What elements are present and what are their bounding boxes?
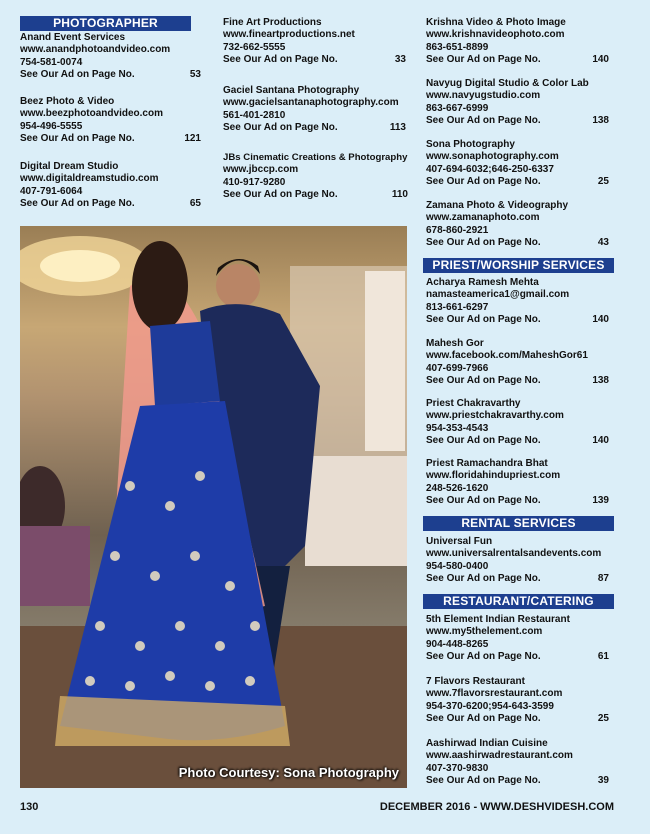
listing-phone: 410-917-9280 — [223, 176, 286, 188]
listing-name: Universal Fun — [426, 536, 493, 547]
listing-page-number: 61 — [597, 651, 609, 663]
listing-page-number: 65 — [189, 198, 201, 210]
listing-ad-ref: See Our Ad on Page No. — [223, 54, 338, 66]
listing-website[interactable]: www.navyugstudio.com — [426, 90, 541, 102]
listing-ad-ref: See Our Ad on Page No. — [223, 122, 338, 134]
listing-entry — [20, 161, 201, 211]
listing-phone: 407-370-9830 — [426, 762, 489, 774]
listing-phone: 813-661-6297 — [426, 301, 489, 313]
footer-publication: DECEMBER 2016 - WWW.DESHVIDESH.COM — [379, 801, 614, 813]
listing-name: Acharya Ramesh Mehta — [426, 277, 539, 288]
listing-phone: 407-699-7966 — [426, 362, 489, 374]
listing-name: Beez Photo & Video — [20, 96, 115, 107]
listing-ad-ref: See Our Ad on Page No. — [426, 573, 541, 585]
listing-phone: 863-667-6999 — [426, 102, 489, 114]
listing-ad-ref: See Our Ad on Page No. — [426, 54, 541, 66]
listing-phone: 248-526-1620 — [426, 482, 489, 494]
listing-ad-ref: See Our Ad on Page No. — [20, 198, 135, 210]
listing-phone: 678-860-2921 — [426, 224, 489, 236]
listing-entry — [426, 398, 609, 448]
listing-ad-ref: See Our Ad on Page No. — [426, 314, 541, 326]
listing-page-number: 25 — [597, 713, 609, 725]
listing-page-number: 33 — [394, 54, 406, 66]
listing-ad-ref: See Our Ad on Page No. — [426, 435, 541, 447]
listing-name: JBs Cinematic Creations & Photography — [223, 152, 408, 163]
listing-page-number: 113 — [389, 122, 406, 134]
page-number: 130 — [20, 801, 39, 813]
listing-page-number: 87 — [597, 573, 609, 585]
header-priest-worship: PRIEST/WORSHIP SERVICES — [423, 258, 614, 273]
listing-phone: 732-662-5555 — [223, 41, 286, 53]
listing-page-number: 138 — [592, 115, 609, 127]
listing-name: Fine Art Productions — [223, 17, 322, 28]
listing-ad-ref: See Our Ad on Page No. — [426, 115, 541, 127]
listing-website[interactable]: www.universalrentalsandevents.com — [426, 548, 602, 560]
listing-website[interactable]: www.priestchakravarthy.com — [426, 410, 564, 422]
photo-caption: Photo Courtesy: Sona Photography — [178, 765, 399, 780]
listing-phone: 954-370-6200;954-643-3599 — [426, 700, 554, 712]
listing-ad-ref: See Our Ad on Page No. — [426, 375, 541, 387]
listing-name: Zamana Photo & Videography — [426, 200, 569, 211]
listing-page-number: 140 — [592, 435, 609, 447]
listing-phone: 863-651-8899 — [426, 41, 489, 53]
listing-entry — [426, 338, 609, 388]
listing-phone: 954-353-4543 — [426, 422, 489, 434]
listing-ad-ref: See Our Ad on Page No. — [426, 237, 541, 249]
listing-page-number: 110 — [391, 189, 408, 201]
header-restaurant-catering: RESTAURANT/CATERING — [423, 594, 614, 609]
listing-entry — [20, 32, 201, 82]
listing-name: Anand Event Services — [20, 32, 126, 43]
listing-page-number: 121 — [184, 133, 201, 145]
listing-entry — [223, 17, 406, 67]
listing-entry — [20, 96, 201, 146]
listing-entry — [426, 78, 609, 128]
listing-entry — [426, 17, 609, 67]
listing-phone: 954-580-0400 — [426, 560, 489, 572]
listing-ad-ref: See Our Ad on Page No. — [20, 69, 135, 81]
listing-name: Mahesh Gor — [426, 338, 484, 349]
listing-name: Sona Photography — [426, 139, 515, 150]
listing-entry — [223, 152, 408, 202]
listing-name: Krishna Video & Photo Image — [426, 17, 566, 28]
listing-name: Aashirwad Indian Cuisine — [426, 738, 548, 749]
wedding-photo — [20, 226, 407, 788]
listing-ad-ref: See Our Ad on Page No. — [223, 189, 338, 201]
listing-website[interactable]: namasteamerica1@gmail.com — [426, 289, 570, 301]
listing-entry — [426, 738, 609, 788]
listing-website[interactable]: www.beezphotoandvideo.com — [20, 108, 163, 120]
listing-ad-ref: See Our Ad on Page No. — [426, 495, 541, 507]
listing-website[interactable]: www.facebook.com/MaheshGor61 — [426, 350, 588, 362]
listing-page-number: 53 — [189, 69, 201, 81]
listing-website[interactable]: www.fineartproductions.net — [223, 29, 355, 41]
listing-website[interactable]: www.my5thelement.com — [426, 626, 543, 638]
listing-website[interactable]: www.anandphotoandvideo.com — [20, 44, 171, 56]
listing-ad-ref: See Our Ad on Page No. — [426, 651, 541, 663]
listing-phone: 904-448-8265 — [426, 638, 489, 650]
listing-website[interactable]: www.gacielsantanaphotography.com — [223, 97, 399, 109]
listing-page-number: 140 — [592, 54, 609, 66]
listing-website[interactable]: www.7flavorsrestaurant.com — [426, 688, 563, 700]
listing-page-number: 43 — [597, 237, 609, 249]
listing-phone: 561-401-2810 — [223, 109, 286, 121]
listing-name: Navyug Digital Studio & Color Lab — [426, 78, 589, 89]
listing-name: Digital Dream Studio — [20, 161, 119, 172]
listing-name: 7 Flavors Restaurant — [426, 676, 525, 687]
listing-website[interactable]: www.zamanaphoto.com — [426, 212, 540, 224]
listing-entry — [426, 614, 609, 664]
listing-entry — [426, 536, 609, 586]
listing-ad-ref: See Our Ad on Page No. — [426, 713, 541, 725]
listing-phone: 407-791-6064 — [20, 185, 83, 197]
listing-ad-ref: See Our Ad on Page No. — [426, 775, 541, 787]
listing-phone: 754-581-0074 — [20, 56, 83, 68]
listing-page-number: 25 — [597, 176, 609, 188]
listing-website[interactable]: www.jbccp.com — [223, 164, 299, 176]
listing-website[interactable]: www.aashirwadrestaurant.com — [426, 750, 573, 762]
listing-entry — [426, 676, 609, 726]
listing-page-number: 139 — [592, 495, 609, 507]
wedding-photo-illustration — [20, 226, 407, 788]
listing-phone: 954-496-5555 — [20, 120, 83, 132]
listing-page-number: 39 — [597, 775, 609, 787]
header-photographer: PHOTOGRAPHER — [20, 16, 191, 31]
listing-ad-ref: See Our Ad on Page No. — [20, 133, 135, 145]
listing-name: Gaciel Santana Photography — [223, 85, 360, 96]
listing-entry — [426, 139, 609, 189]
listing-website[interactable]: www.digitaldreamstudio.com — [20, 173, 159, 185]
listing-name: Priest Ramachandra Bhat — [426, 458, 548, 469]
header-rental-services: RENTAL SERVICES — [423, 516, 614, 531]
listing-name: 5th Element Indian Restaurant — [426, 614, 570, 625]
listing-phone: 407-694-6032;646-250-6337 — [426, 163, 554, 175]
listing-page-number: 140 — [592, 314, 609, 326]
listing-entry — [426, 277, 609, 327]
listing-page-number: 138 — [592, 375, 609, 387]
listing-ad-ref: See Our Ad on Page No. — [426, 176, 541, 188]
listing-website[interactable]: www.floridahindupriest.com — [426, 470, 561, 482]
listing-name: Priest Chakravarthy — [426, 398, 521, 409]
listing-entry — [426, 458, 609, 508]
listing-website[interactable]: www.sonaphotography.com — [426, 151, 559, 163]
listing-website[interactable]: www.krishnavideophoto.com — [426, 29, 565, 41]
listing-entry — [426, 200, 609, 250]
listing-entry — [223, 85, 406, 135]
